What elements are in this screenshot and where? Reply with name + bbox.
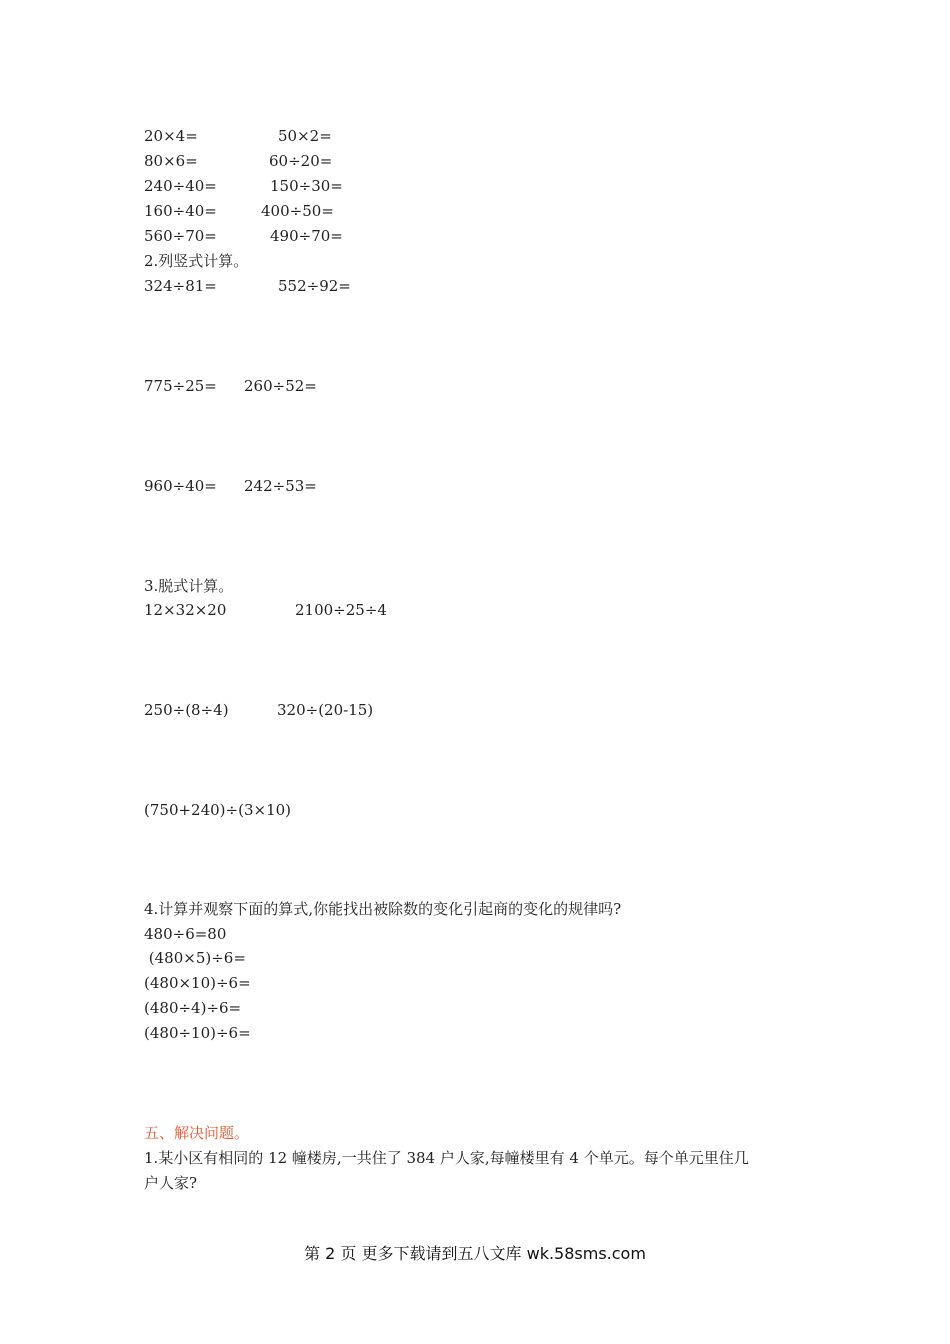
oral-calc-4a: 160÷40= bbox=[144, 202, 217, 220]
oral-calc-4b: 400÷50= bbox=[261, 202, 334, 220]
stepwise-calc-1a: 12×32×20 bbox=[144, 601, 227, 619]
vertical-calc-3a: 960÷40= bbox=[144, 477, 217, 495]
word-problem-line-2: 户人家? bbox=[144, 1174, 198, 1192]
oral-calc-5b: 490÷70= bbox=[270, 227, 343, 245]
pattern-line-2: (480×5)÷6= bbox=[144, 949, 246, 967]
oral-calc-1a: 20×4= bbox=[144, 127, 198, 145]
stepwise-calc-2a: 250÷(8÷4) bbox=[144, 701, 229, 719]
oral-calc-2a: 80×6= bbox=[144, 152, 198, 170]
section2-heading: 2.列竖式计算。 bbox=[144, 252, 249, 270]
oral-calc-1b: 50×2= bbox=[278, 127, 332, 145]
pattern-line-1: 480÷6=80 bbox=[144, 925, 227, 943]
stepwise-calc-2b: 320÷(20-15) bbox=[277, 701, 374, 719]
vertical-calc-3b: 242÷53= bbox=[244, 477, 317, 495]
pattern-line-5: (480÷10)÷6= bbox=[144, 1024, 251, 1042]
vertical-calc-1b: 552÷92= bbox=[278, 277, 351, 295]
vertical-calc-1a: 324÷81= bbox=[144, 277, 217, 295]
section5-heading: 五、解决问题。 bbox=[144, 1124, 250, 1142]
page-footer: 第 2 页 更多下载请到五八文库 wk.58sms.com bbox=[304, 1244, 646, 1263]
vertical-calc-2b: 260÷52= bbox=[244, 377, 317, 395]
vertical-calc-2a: 775÷25= bbox=[144, 377, 217, 395]
stepwise-calc-1b: 2100÷25÷4 bbox=[295, 601, 387, 619]
oral-calc-3a: 240÷40= bbox=[144, 177, 217, 195]
pattern-line-4: (480÷4)÷6= bbox=[144, 999, 242, 1017]
section3-heading: 3.脱式计算。 bbox=[144, 577, 234, 595]
word-problem-line-1: 1.某小区有相同的 12 幢楼房,一共住了 384 户人家,每幢楼里有 4 个单元。每个单元里住几 bbox=[144, 1149, 749, 1167]
pattern-line-3: (480×10)÷6= bbox=[144, 974, 251, 992]
stepwise-calc-3: (750+240)÷(3×10) bbox=[144, 801, 292, 819]
section4-heading: 4.计算并观察下面的算式,你能找出被除数的变化引起商的变化的规律吗? bbox=[144, 900, 622, 918]
oral-calc-5a: 560÷70= bbox=[144, 227, 217, 245]
oral-calc-2b: 60÷20= bbox=[269, 152, 333, 170]
oral-calc-3b: 150÷30= bbox=[270, 177, 343, 195]
